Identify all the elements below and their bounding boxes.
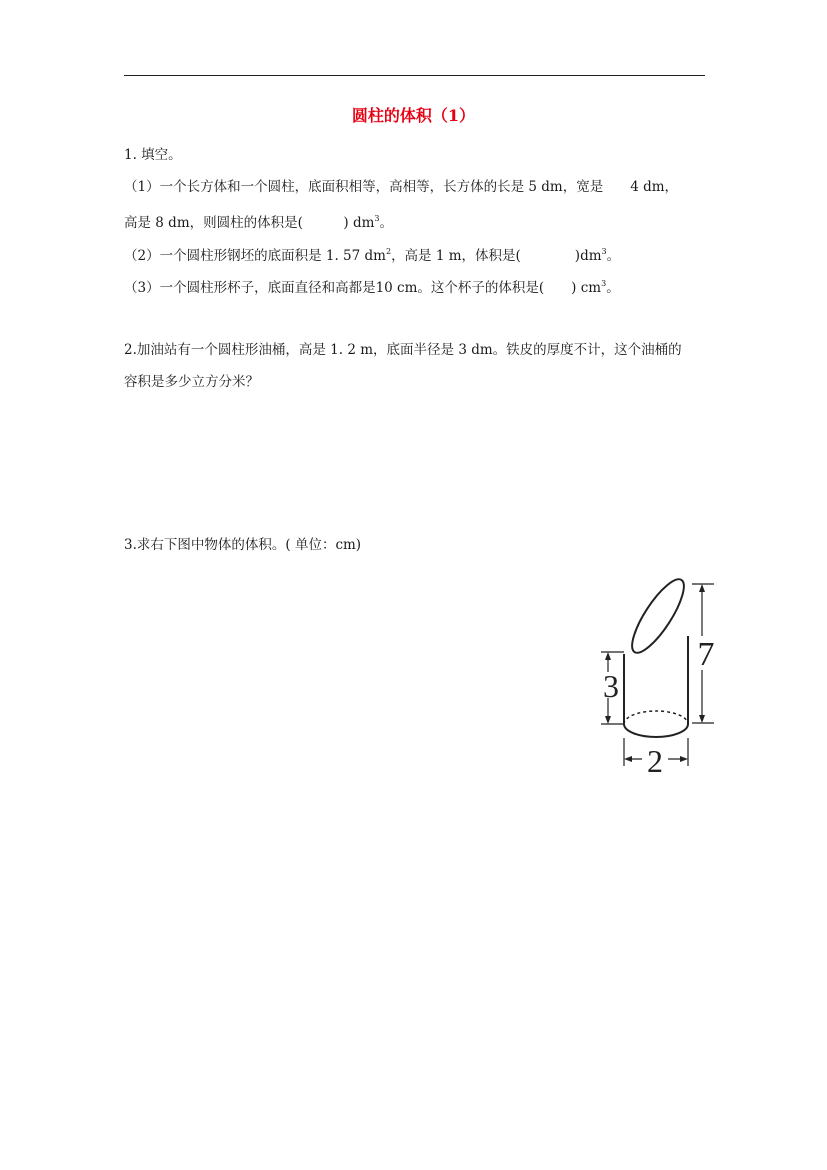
superscript: 2 [385, 247, 392, 256]
bottom-ellipse-front [624, 724, 688, 737]
q1-item1-line2 [124, 210, 393, 232]
superscript: 3 [374, 214, 380, 223]
arrow-left [624, 756, 632, 762]
cylinder-figure [596, 566, 726, 781]
q1-item2 [124, 243, 620, 265]
q1-item1-line2-text: 高是 8 dm，则圆柱的体积是( ) dm [124, 215, 375, 231]
q1-heading: 1. 填空。 [124, 147, 182, 163]
arrow-up [605, 652, 611, 660]
arrow-down [699, 715, 705, 723]
bottom-ellipse-back [624, 711, 688, 724]
q1-item2-text-a: （2）一个圆柱形钢坯的底面积是 1. 57 dm [124, 248, 386, 264]
q1-item2-text-b: ，高是 1 m，体积是( )dm [391, 248, 602, 264]
q2-line1: 2.加油站有一个圆柱形油桶，高是 1. 2 m，底面半径是 3 dm。铁皮的厚度不计，这个油桶的 [124, 342, 682, 358]
punctuation: 。 [606, 248, 621, 264]
q1-item3-text: （3）一个圆柱形杯子，底面直径和高都是10 cm。这个杯子的体积是( ) cm [124, 280, 602, 296]
punctuation: 。 [379, 215, 393, 231]
arrow-down [605, 716, 611, 724]
superscript: 3 [601, 279, 607, 288]
arrow-up [699, 584, 705, 592]
superscript: 3 [601, 247, 607, 256]
q3-line1: 3.求右下图中物体的体积。( 单位：cm) [124, 537, 362, 553]
page-title: 圆柱的体积（1） [351, 106, 476, 125]
arrow-right [680, 756, 688, 762]
height-label-3: 3 [603, 668, 619, 704]
header-rule [124, 75, 705, 76]
q2-line2: 容积是多少立方分米？ [124, 374, 259, 390]
cylinder-diagram [596, 566, 726, 781]
q1-item3 [124, 275, 620, 297]
q1-item1-line1: （1）一个长方体和一个圆柱，底面积相等，高相等，长方体的长是 5 dm，宽是 4 dm， [124, 179, 679, 195]
height-label-7: 7 [697, 636, 715, 673]
punctuation: 。 [606, 280, 620, 296]
slanted-top-ellipse [624, 573, 693, 659]
diameter-label-2: 2 [647, 743, 663, 779]
